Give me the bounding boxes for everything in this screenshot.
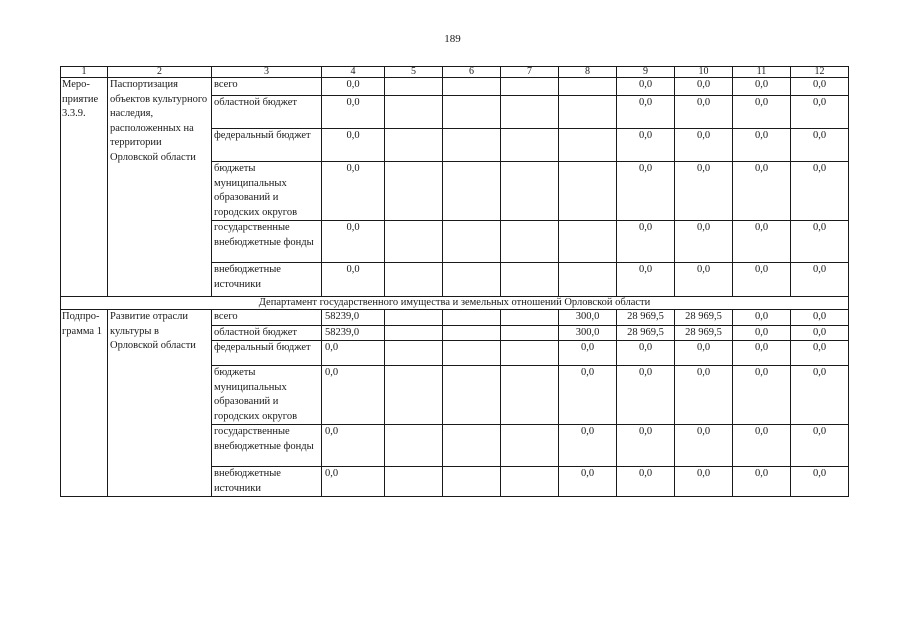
- value-cell: 0,0: [733, 78, 791, 96]
- value-cell: 28 969,5: [617, 325, 675, 341]
- value-cell: 0,0: [791, 366, 849, 425]
- value-cell: [443, 366, 501, 425]
- value-cell: 0,0: [559, 467, 617, 497]
- value-cell: 0,0: [733, 366, 791, 425]
- value-cell: 0,0: [617, 129, 675, 162]
- value-cell: 0,0: [733, 425, 791, 467]
- section-title: Департамент государственного имущества и земельных отношений Орловской области: [61, 297, 849, 310]
- value-cell: 0,0: [675, 263, 733, 297]
- table-row: [61, 310, 849, 326]
- funding-source: внебюджетные источники: [212, 467, 322, 497]
- value-cell: 0,0: [791, 221, 849, 263]
- value-cell: [501, 425, 559, 467]
- value-cell: 0,0: [791, 263, 849, 297]
- value-cell: 0,0: [675, 366, 733, 425]
- header-cell: 2: [108, 67, 212, 78]
- value-cell: 0,0: [733, 263, 791, 297]
- value-cell: 0,0: [675, 162, 733, 221]
- value-cell: [385, 310, 443, 326]
- value-cell: [501, 467, 559, 497]
- value-cell: [559, 96, 617, 129]
- value-cell: [385, 467, 443, 497]
- value-cell: 0,0: [559, 425, 617, 467]
- value-cell: 0,0: [733, 310, 791, 326]
- value-cell: 0,0: [791, 310, 849, 326]
- value-cell: 0,0: [322, 366, 385, 425]
- value-cell: 58239,0: [322, 325, 385, 341]
- header-cell: 4: [322, 67, 385, 78]
- row-name: Развитие отрасли культуры в Орловской области: [108, 310, 212, 497]
- funding-source: государственные внебюджетные фонды: [212, 425, 322, 467]
- value-cell: 28 969,5: [675, 325, 733, 341]
- funding-source: внебюджетные источники: [212, 263, 322, 297]
- value-cell: 0,0: [733, 129, 791, 162]
- row-name: Паспортизация объектов культурного наследия, расположенных на территории Орловской области: [108, 78, 212, 297]
- value-cell: 0,0: [617, 263, 675, 297]
- header-cell: 11: [733, 67, 791, 78]
- section-row: [61, 297, 849, 310]
- value-cell: [501, 162, 559, 221]
- value-cell: [385, 263, 443, 297]
- value-cell: 300,0: [559, 310, 617, 326]
- value-cell: 0,0: [791, 467, 849, 497]
- value-cell: [385, 221, 443, 263]
- value-cell: [443, 78, 501, 96]
- table-row: [61, 78, 849, 96]
- header-cell: 9: [617, 67, 675, 78]
- value-cell: 0,0: [322, 78, 385, 96]
- value-cell: [385, 325, 443, 341]
- value-cell: [501, 366, 559, 425]
- value-cell: [559, 78, 617, 96]
- value-cell: [501, 221, 559, 263]
- header-cell: 12: [791, 67, 849, 78]
- value-cell: 0,0: [791, 425, 849, 467]
- value-cell: 0,0: [617, 467, 675, 497]
- value-cell: [443, 96, 501, 129]
- value-cell: [443, 263, 501, 297]
- value-cell: 0,0: [791, 325, 849, 341]
- value-cell: [443, 325, 501, 341]
- value-cell: 0,0: [733, 162, 791, 221]
- value-cell: [501, 341, 559, 366]
- page-number: 189: [444, 33, 461, 45]
- budget-table: [60, 66, 849, 497]
- value-cell: 0,0: [733, 96, 791, 129]
- value-cell: 28 969,5: [617, 310, 675, 326]
- row-code: Подпро-грамма 1: [61, 310, 108, 497]
- value-cell: 0,0: [322, 221, 385, 263]
- header-cell: 3: [212, 67, 322, 78]
- value-cell: [501, 96, 559, 129]
- value-cell: 0,0: [322, 162, 385, 221]
- value-cell: 0,0: [617, 366, 675, 425]
- funding-source: федеральный бюджет: [212, 129, 322, 162]
- header-cell: 1: [61, 67, 108, 78]
- value-cell: 0,0: [559, 341, 617, 366]
- value-cell: [385, 425, 443, 467]
- value-cell: 0,0: [791, 341, 849, 366]
- funding-source: государственные внебюджетные фонды: [212, 221, 322, 263]
- value-cell: 0,0: [733, 221, 791, 263]
- value-cell: 0,0: [791, 96, 849, 129]
- header-cell: 8: [559, 67, 617, 78]
- value-cell: 0,0: [791, 78, 849, 96]
- value-cell: 0,0: [559, 366, 617, 425]
- value-cell: 28 969,5: [675, 310, 733, 326]
- value-cell: 0,0: [675, 96, 733, 129]
- value-cell: [501, 310, 559, 326]
- funding-source: всего: [212, 310, 322, 326]
- funding-source: всего: [212, 78, 322, 96]
- value-cell: 0,0: [733, 325, 791, 341]
- value-cell: 0,0: [322, 96, 385, 129]
- value-cell: [559, 162, 617, 221]
- funding-source: федеральный бюджет: [212, 341, 322, 366]
- value-cell: [501, 263, 559, 297]
- value-cell: 0,0: [791, 129, 849, 162]
- funding-source: областной бюджет: [212, 325, 322, 341]
- value-cell: [559, 129, 617, 162]
- value-cell: [501, 325, 559, 341]
- value-cell: 0,0: [617, 162, 675, 221]
- value-cell: [443, 129, 501, 162]
- value-cell: 0,0: [733, 341, 791, 366]
- value-cell: [385, 129, 443, 162]
- value-cell: 0,0: [733, 467, 791, 497]
- value-cell: [443, 310, 501, 326]
- value-cell: 0,0: [617, 341, 675, 366]
- value-cell: 0,0: [322, 467, 385, 497]
- value-cell: 0,0: [322, 341, 385, 366]
- value-cell: [501, 129, 559, 162]
- value-cell: [385, 366, 443, 425]
- header-cell: 6: [443, 67, 501, 78]
- value-cell: [443, 341, 501, 366]
- value-cell: [385, 341, 443, 366]
- value-cell: 0,0: [617, 78, 675, 96]
- value-cell: 0,0: [322, 425, 385, 467]
- value-cell: 0,0: [617, 425, 675, 467]
- value-cell: [385, 162, 443, 221]
- value-cell: 0,0: [322, 263, 385, 297]
- value-cell: 0,0: [617, 221, 675, 263]
- value-cell: 58239,0: [322, 310, 385, 326]
- funding-source: бюджеты муниципальных образований и городских округов: [212, 366, 322, 425]
- value-cell: 0,0: [675, 467, 733, 497]
- value-cell: 0,0: [791, 162, 849, 221]
- funding-source: областной бюджет: [212, 96, 322, 129]
- value-cell: 0,0: [675, 221, 733, 263]
- value-cell: 300,0: [559, 325, 617, 341]
- value-cell: [559, 221, 617, 263]
- value-cell: 0,0: [617, 96, 675, 129]
- value-cell: 0,0: [675, 78, 733, 96]
- value-cell: [443, 425, 501, 467]
- value-cell: 0,0: [322, 129, 385, 162]
- header-cell: 7: [501, 67, 559, 78]
- header-row: [61, 67, 849, 78]
- funding-source: бюджеты муниципальных образований и городских округов: [212, 162, 322, 221]
- value-cell: 0,0: [675, 425, 733, 467]
- value-cell: 0,0: [675, 129, 733, 162]
- value-cell: [385, 96, 443, 129]
- row-code: Меро-приятие 3.3.9.: [61, 78, 108, 297]
- value-cell: 0,0: [675, 341, 733, 366]
- header-cell: 10: [675, 67, 733, 78]
- value-cell: [443, 467, 501, 497]
- value-cell: [443, 221, 501, 263]
- value-cell: [385, 78, 443, 96]
- value-cell: [443, 162, 501, 221]
- value-cell: [501, 78, 559, 96]
- value-cell: [559, 263, 617, 297]
- header-cell: 5: [385, 67, 443, 78]
